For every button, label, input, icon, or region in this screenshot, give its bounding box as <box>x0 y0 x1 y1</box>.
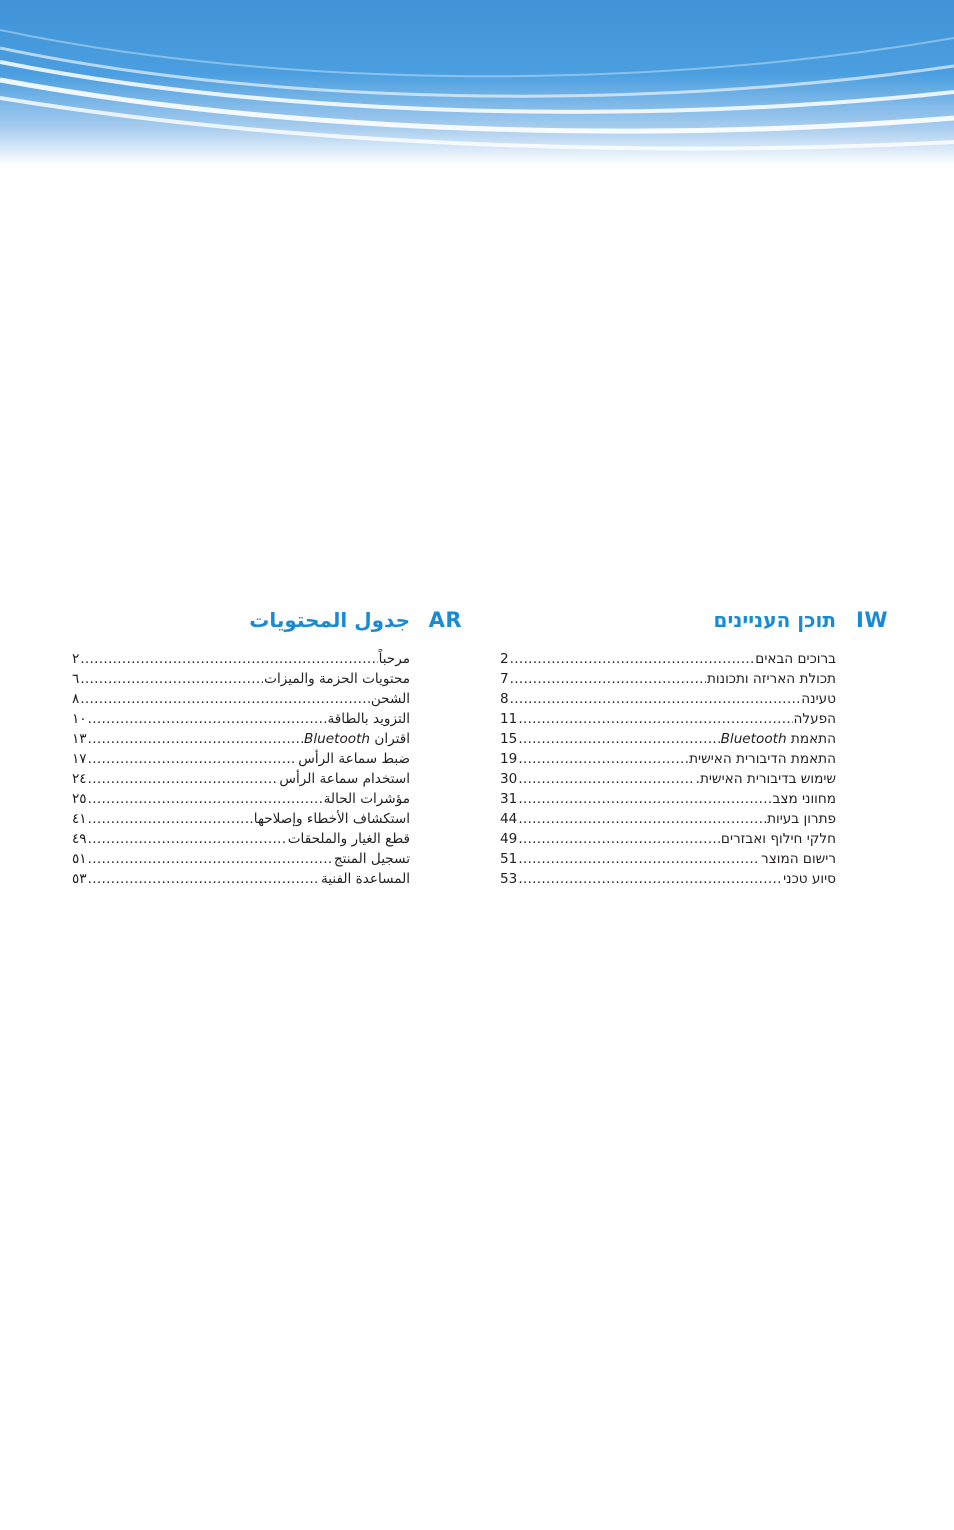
toc-leader-dots <box>518 809 766 829</box>
toc-entry[interactable] <box>72 769 410 789</box>
toc-page-number: 19 <box>500 751 518 767</box>
toc-leader-dots <box>88 769 279 789</box>
toc-entry[interactable] <box>500 869 836 889</box>
toc-entry-label <box>755 649 836 669</box>
toc-entry-latin-term: Bluetooth <box>304 731 371 747</box>
toc-entry-text: סיוע טכני <box>783 871 836 887</box>
toc-entry-label <box>254 809 410 829</box>
toc-entry-label <box>324 789 410 809</box>
toc-page-number: ١٧ <box>72 751 87 767</box>
toc-page-number: 8 <box>500 691 509 707</box>
toc-entry-label <box>761 849 836 869</box>
toc-entry[interactable] <box>72 649 410 669</box>
toc-leader-dots <box>88 869 320 889</box>
toc-leader-dots <box>518 749 688 769</box>
toc-page-number: 15 <box>500 731 518 747</box>
toc-entry-text: التزويد بالطاقة <box>327 711 410 727</box>
toc-page-number: ٦ <box>72 671 80 687</box>
toc-entry-label <box>371 689 410 709</box>
toc-page-number: 31 <box>500 791 518 807</box>
toc-entry-label <box>794 709 837 729</box>
toc-leader-dots <box>518 849 760 869</box>
toc-entry-text: مرحباً <box>378 651 410 667</box>
toc-entry[interactable] <box>72 689 410 709</box>
toc-leader-dots <box>88 829 287 849</box>
toc-entry-label <box>334 849 410 869</box>
toc-entry[interactable] <box>500 849 836 869</box>
toc-entry[interactable] <box>500 669 836 689</box>
toc-entry[interactable] <box>72 669 410 689</box>
toc-leader-dots <box>88 729 303 749</box>
toc-hebrew-title: תוכן העניינים <box>713 608 836 632</box>
toc-hebrew <box>500 606 888 889</box>
toc-entry[interactable] <box>500 769 836 789</box>
toc-leader-dots <box>518 769 694 789</box>
toc-entry-text: פתרון בעיות <box>767 811 836 827</box>
toc-entry[interactable] <box>500 649 836 669</box>
toc-page-number: ٤١ <box>72 811 87 827</box>
toc-entry-latin-term: Bluetooth <box>720 731 787 747</box>
toc-page-number: 44 <box>500 811 518 827</box>
toc-page-number: 30 <box>500 771 518 787</box>
toc-leader-dots <box>518 789 771 809</box>
toc-entry[interactable] <box>500 709 836 729</box>
toc-entry-label <box>783 869 836 889</box>
toc-entry-label <box>264 669 410 689</box>
toc-entry-label <box>298 749 410 769</box>
toc-arabic <box>72 606 462 889</box>
toc-entry[interactable] <box>72 869 410 889</box>
toc-leader-dots <box>80 669 263 689</box>
toc-entry-label <box>321 869 410 889</box>
toc-entry-label <box>773 789 836 809</box>
toc-page-number: 2 <box>500 651 509 667</box>
toc-entry[interactable] <box>500 789 836 809</box>
toc-leader-dots <box>80 689 370 709</box>
toc-entry-label <box>721 829 836 849</box>
toc-leader-dots <box>518 869 782 889</box>
toc-entry[interactable] <box>500 689 836 709</box>
toc-entry-text: محتويات الحزمة والميزات <box>264 671 410 687</box>
toc-leader-dots <box>88 789 323 809</box>
toc-page-number: ٢٤ <box>72 771 87 787</box>
toc-entry-label <box>696 769 836 789</box>
toc-page-number: ٢ <box>72 651 80 667</box>
toc-page-number: ٨ <box>72 691 80 707</box>
toc-page-number: ٤٩ <box>72 831 87 847</box>
toc-entry[interactable] <box>500 809 836 829</box>
toc-page-number: ١٠ <box>72 711 87 727</box>
toc-leader-dots <box>510 689 801 709</box>
toc-entry-label <box>707 669 836 689</box>
language-code-iw: IW <box>856 608 888 632</box>
toc-leader-dots <box>88 809 253 829</box>
toc-entry-label <box>767 809 836 829</box>
toc-entry[interactable] <box>72 789 410 809</box>
toc-leader-dots <box>88 849 333 869</box>
toc-page-number: 49 <box>500 831 518 847</box>
toc-leader-dots <box>88 749 298 769</box>
toc-page-number: ٥١ <box>72 851 87 867</box>
toc-entry-label <box>304 729 410 749</box>
header-wave-banner <box>0 0 954 165</box>
toc-entry-label <box>328 709 410 729</box>
toc-entry-text: ضبط سماعة الرأس <box>298 751 410 767</box>
language-code-ar: AR <box>428 608 462 632</box>
toc-leader-dots <box>88 709 327 729</box>
toc-entry-text: استخدام سماعة الرأس <box>279 771 410 787</box>
toc-hebrew-header <box>500 606 888 636</box>
toc-leader-dots <box>518 729 719 749</box>
toc-page-number: ١٣ <box>72 731 87 747</box>
toc-entry-label <box>379 649 410 669</box>
toc-entry-label <box>279 769 410 789</box>
toc-arabic-list <box>72 649 410 889</box>
toc-entry-text: ברוכים הבאים <box>755 651 836 667</box>
toc-entry-label <box>288 829 410 849</box>
toc-entry[interactable] <box>72 729 410 749</box>
toc-leader-dots <box>80 649 377 669</box>
toc-page-number: ٥٣ <box>72 871 87 887</box>
toc-entry-text: התאמת הדיבורית האישית <box>689 751 836 767</box>
toc-leader-dots <box>510 649 755 669</box>
toc-leader-dots <box>510 669 706 689</box>
toc-leader-dots <box>518 829 720 849</box>
toc-entry-label <box>721 729 836 749</box>
toc-entry-text: المساعدة الفنية <box>320 871 410 887</box>
toc-entry-text: טעינה <box>801 691 836 707</box>
toc-entry-text: מחווני מצב <box>772 791 836 807</box>
toc-arabic-header <box>72 606 462 636</box>
toc-entry-text: התאמת <box>790 731 836 747</box>
toc-leader-dots <box>518 709 792 729</box>
toc-entry[interactable] <box>72 809 410 829</box>
toc-entry-label <box>689 749 836 769</box>
toc-arabic-title: جدول المحتويات <box>249 608 410 632</box>
toc-entry-text: רישום המוצר <box>761 851 836 867</box>
toc-entry[interactable] <box>500 749 836 769</box>
toc-entry[interactable] <box>72 709 410 729</box>
toc-entry-text: تسجيل المنتج <box>333 851 410 867</box>
toc-entry-text: قطع الغيار والملحقات <box>287 831 410 847</box>
toc-entry[interactable] <box>500 729 836 749</box>
wave-graphic <box>0 0 954 165</box>
toc-entry-text: مؤشرات الحالة <box>323 791 410 807</box>
toc-entry[interactable] <box>72 749 410 769</box>
toc-page-number: 7 <box>500 671 509 687</box>
toc-hebrew-list <box>500 649 836 889</box>
toc-page-number: 51 <box>500 851 518 867</box>
toc-entry[interactable] <box>500 829 836 849</box>
toc-page-number: ٢٥ <box>72 791 87 807</box>
toc-entry-text: اقتران <box>374 731 410 747</box>
toc-entry-text: חלקי חילוף ואבזרים <box>720 831 836 847</box>
toc-entry-text: שימוש בדיבורית האישית. <box>695 771 836 787</box>
toc-entry-label <box>801 689 836 709</box>
toc-entry[interactable] <box>72 829 410 849</box>
toc-page-number: 11 <box>500 711 518 727</box>
toc-entry-text: הפעלה <box>793 711 836 727</box>
toc-entry-text: الشحن <box>370 691 410 707</box>
toc-page-number: 53 <box>500 871 518 887</box>
toc-entry[interactable] <box>72 849 410 869</box>
toc-entry-text: استكشاف الأخطاء وإصلاحها <box>253 811 410 827</box>
toc-entry-text: תכולת האריזה ותכונות <box>706 671 836 687</box>
